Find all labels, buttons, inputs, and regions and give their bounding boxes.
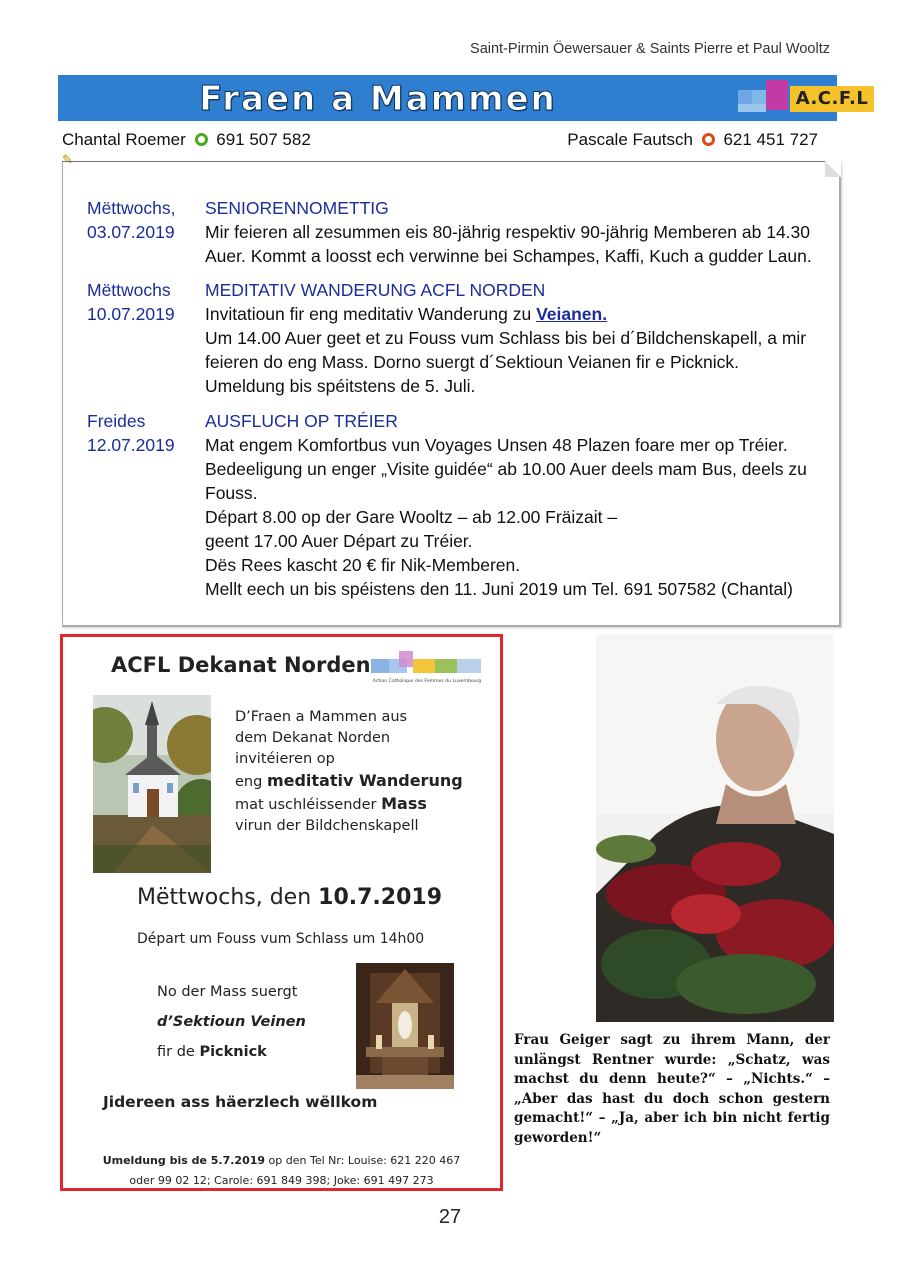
- wanderung-flyer: [60, 634, 503, 1191]
- event-body: MEDITATIV WANDERUNG ACFL NORDEN Invitatioun fir eng meditativ Wanderung zu Veianen. Um 14.00 Auer geet et zu Fouss vum Schlass bis bei d´Bildchenskapell, a mir feieren do eng Mass. Dorno suergt d´Sektioun Veianen fir e Picknick. Umeldung bis spéitstens de 5. Juli.: [205, 278, 825, 398]
- joke-text: Frau Geiger sagt zu ihrem Mann, der unlängst Rentner wurde: „Schatz, was machst du denn heute?“ – „Nichts.“ – „Aber das hast du doch schon gestern gemacht!“ – „Ja, aber ich bin nicht fertig geworden!“: [514, 1032, 830, 1146]
- contact-row: [62, 130, 818, 152]
- flyer-departure: Départ um Fouss vum Schlass um 14h00: [137, 931, 425, 947]
- contact-right-phone: 621 451 727: [723, 130, 818, 149]
- flyer-registration: Umeldung bis de 5.7.2019 op den Tel Nr: Louise: 621 220 467 oder 99 02 12; Carole: 691 849 398; Joke: 691 497 273: [102, 1154, 461, 1187]
- contact-left-phone: 691 507 582: [216, 130, 311, 149]
- flyer-invitation: D’Fraen a Mammen aus dem Dekanat Norden invitéieren op eng meditativ Wanderung mat uschléissender Mass virun der Bildchenskapell: [235, 709, 463, 834]
- event-heading: AUSFLUCH OP TRÉIER: [205, 411, 398, 431]
- page-number: 27: [438, 1206, 462, 1228]
- retiree-photo: [596, 634, 834, 1022]
- contact-right: [567, 130, 818, 150]
- chapel-photo: [93, 695, 211, 873]
- flyer-after-mass: No der Mass suergt d’Sektioun Veinen fir de Picknick: [157, 984, 306, 1060]
- event-heading: MEDITATIV WANDERUNG ACFL NORDEN: [205, 280, 546, 300]
- veianen-link[interactable]: Veianen.: [536, 304, 608, 324]
- events-box: [62, 161, 841, 627]
- event-body: AUSFLUCH OP TRÉIER Mat engem Komfortbus vun Voyages Unsen 48 Plazen foare mer op Tréier. Bedeeligung un enger „Visite guidée“ ab 10.00 Auer deels mam Bus, deels zu Fouss. Départ 8.00 op der Gare Wooltz – ab 12.00 Fräizait – geent 17.00 Auer Départ zu Tréier. Dës Rees kascht 20 € fir Nik-Memberen. Mellt eech un bis spéistens den 11. Juni 2019 um Tel. 691 507582 (Chantal): [205, 409, 825, 601]
- flyer-title: ACFL Dekanat Norden: [111, 653, 371, 677]
- flyer-date: Mëttwochs, den 10.7.2019: [137, 885, 443, 910]
- contact-left: [62, 130, 311, 150]
- flyer-welcome: Jidereen ass häerzlech wëllkom: [103, 1093, 378, 1111]
- event-date: Mëttwochs 10.07.2019: [87, 280, 175, 324]
- page-fold-icon: [825, 161, 841, 177]
- contact-left-name: Chantal Roemer: [62, 130, 186, 149]
- logo-caption: Action Catholique des Femmes du Luxembourg: [372, 679, 482, 684]
- parish-name: Saint-Pirmin Öewersauer & Saints Pierre et Paul Wooltz: [470, 41, 830, 57]
- phone-icon: [702, 133, 715, 146]
- pin-icon: ✎: [62, 152, 73, 167]
- event-body: SENIORENNOMETTIG Mir feieren all zesummen eis 80-jährig respektiv 90-jährig Memberen ab 14.30 Auer. Kommt a loosst ech verwinne bei Schampes, Kaffi, Kuch a gudder Laun.: [205, 196, 825, 268]
- event-heading: SENIORENNOMETTIG: [205, 198, 389, 218]
- acfl-small-logo: [371, 649, 483, 687]
- event-date: Mëttwochs, 03.07.2019: [87, 198, 176, 242]
- event-date: Freides 12.07.2019: [87, 411, 175, 455]
- phone-icon: [195, 133, 208, 146]
- acfl-logo: [738, 80, 878, 116]
- section-title: Fraen a Mammen: [199, 79, 557, 119]
- contact-right-name: Pascale Fautsch: [567, 130, 693, 149]
- section-banner: [58, 75, 869, 121]
- altar-photo: [356, 963, 454, 1089]
- acfl-logo-text: A.C.F.L: [790, 86, 874, 112]
